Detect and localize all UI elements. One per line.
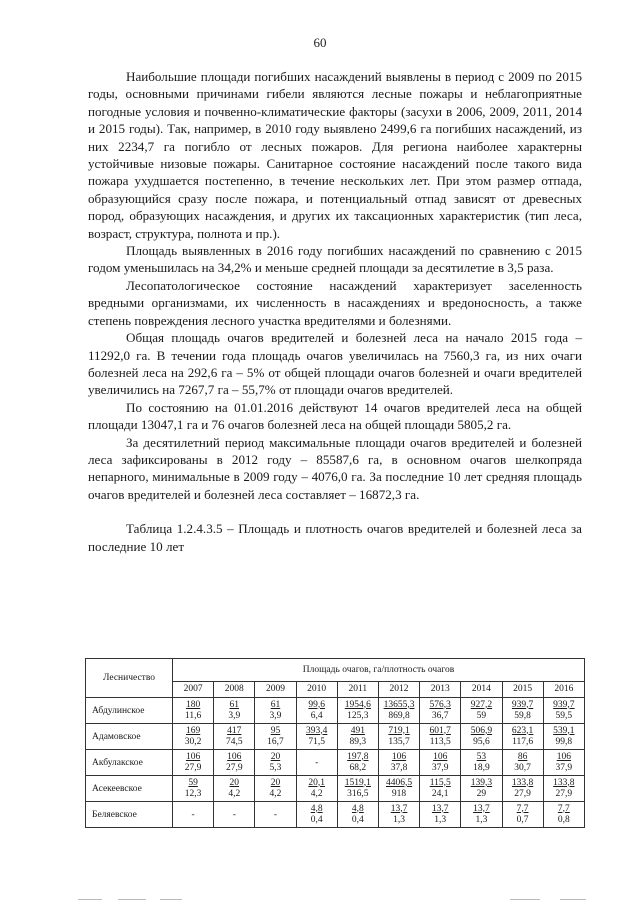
area-value: 20: [270, 777, 281, 788]
table-cell: [502, 750, 543, 776]
area-value: 95: [270, 725, 281, 736]
body-text: [88, 68, 582, 555]
area-value: 4,8: [310, 803, 323, 814]
scan-mark: [78, 899, 102, 900]
paragraph: Лесопатологическое состояние насаждений характеризует заселенность вредными организмами, их численность в насаждениях и вредоносность, а также степень повреждения лесного участка вредителями и болезнями.: [88, 277, 582, 328]
table-container: [85, 658, 585, 828]
area-value: 4,8: [351, 803, 364, 814]
year-header: 2009: [255, 681, 296, 697]
table-cell: [337, 724, 378, 750]
density-value: 18,9: [473, 762, 490, 773]
table-cell: [214, 750, 255, 776]
no-data-dash: -: [273, 809, 278, 820]
density-value: 37,9: [555, 762, 573, 773]
column-header-group: Площадь очагов, га/плотность очагов: [173, 659, 585, 682]
table-cell: [502, 776, 543, 802]
table-cell: [296, 802, 337, 828]
table-row: [86, 698, 585, 724]
table-cell: [378, 698, 419, 724]
area-value: 417: [227, 725, 242, 736]
area-value: 197,8: [347, 751, 369, 762]
table-cell: [214, 802, 255, 828]
area-value: 106: [433, 751, 448, 762]
density-value: 30,7: [514, 762, 531, 773]
table-cell: [337, 750, 378, 776]
table-cell: [461, 750, 502, 776]
area-value: 576,3: [429, 699, 451, 710]
density-value: 1,3: [475, 814, 488, 825]
table-cell: [296, 724, 337, 750]
year-header: 2011: [337, 681, 378, 697]
column-header-forestry: Лесничество: [86, 659, 173, 698]
table-cell: [502, 724, 543, 750]
table-caption: Таблица 1.2.4.3.5 – Площадь и плотность очагов вредителей и болезней леса за последние 10 лет: [88, 521, 582, 554]
area-value: 491: [350, 725, 365, 736]
density-value: 5,3: [269, 762, 282, 773]
forestry-name: Акбулакское: [86, 750, 173, 776]
area-value: 53: [476, 751, 487, 762]
table-cell: [337, 776, 378, 802]
area-value: 927,2: [470, 699, 493, 710]
table-cell: [543, 802, 584, 828]
density-value: 6,4: [310, 710, 323, 721]
area-value: 61: [270, 699, 281, 710]
area-value: 1954,6: [344, 699, 371, 710]
table-cell: [420, 698, 461, 724]
area-value: 59: [188, 777, 198, 788]
year-header: 2012: [378, 681, 419, 697]
table-cell: [543, 724, 584, 750]
density-value: 89,3: [349, 736, 367, 747]
table-cell: [173, 724, 214, 750]
table-cell: [378, 802, 419, 828]
table-cell: [255, 698, 296, 724]
area-value: 719,1: [388, 725, 410, 736]
no-data-dash: -: [232, 809, 236, 820]
density-value: 37,8: [390, 762, 408, 773]
table-cell: [502, 698, 543, 724]
density-value: 4,2: [269, 788, 282, 799]
year-header: 2016: [543, 681, 584, 697]
density-value: 16,7: [267, 736, 284, 747]
table-cell: [378, 776, 419, 802]
table-cell: [173, 750, 214, 776]
table-cell: [420, 724, 461, 750]
table-cell: [337, 698, 378, 724]
density-value: 4,2: [228, 788, 241, 799]
table-cell: [502, 802, 543, 828]
table-cell: [173, 776, 214, 802]
density-value: 59,8: [514, 710, 531, 721]
density-value: 135,7: [388, 736, 410, 747]
density-value: 3,9: [269, 710, 282, 721]
area-value: 20: [229, 777, 240, 788]
area-value: 180: [185, 699, 201, 710]
density-value: 27,9: [514, 788, 531, 799]
year-header: 2008: [214, 681, 255, 697]
density-value: 74,5: [225, 736, 243, 747]
density-value: 59: [476, 710, 487, 721]
table-cell: [173, 802, 214, 828]
area-value: 623,1: [511, 725, 534, 736]
area-value: 13,7: [431, 803, 449, 814]
table-body: [86, 698, 585, 828]
area-value: 7,7: [557, 803, 570, 814]
table-cell: [543, 698, 584, 724]
year-header: 2013: [420, 681, 461, 697]
area-value: 139,3: [470, 777, 493, 788]
area-value: 86: [517, 751, 528, 762]
area-value: 99,6: [308, 699, 325, 710]
density-value: 30,2: [184, 736, 202, 747]
table-cell: [420, 802, 461, 828]
density-value: 918: [391, 788, 407, 799]
table-row: [86, 724, 585, 750]
density-value: 4,2: [310, 788, 323, 799]
density-value: 0,4: [351, 814, 364, 825]
density-value: 59,5: [555, 710, 573, 721]
density-value: 3,9: [228, 710, 241, 721]
table-cell: [378, 724, 419, 750]
area-value: 133,8: [511, 777, 534, 788]
table-cell: [255, 776, 296, 802]
density-value: 71,5: [308, 736, 325, 747]
table-cell: [420, 750, 461, 776]
paragraph: По состоянию на 01.01.2016 действуют 14 очагов вредителей леса на общей площади 13047,1 га и 76 очагов болезней леса на общей площади 5805,2 га.: [88, 399, 582, 433]
table-cell: [461, 698, 502, 724]
density-value: 117,6: [512, 736, 534, 747]
forest-pest-table: [85, 658, 585, 828]
density-value: 125,3: [347, 710, 369, 721]
forestry-name: Адамовское: [86, 724, 173, 750]
density-value: 37,9: [431, 762, 449, 773]
density-value: 0,4: [310, 814, 323, 825]
area-value: 506,9: [470, 725, 493, 736]
table-cell: [461, 724, 502, 750]
density-value: 11,6: [184, 710, 202, 721]
density-value: 1,3: [393, 814, 405, 825]
table-cell: [214, 776, 255, 802]
table-cell: [214, 698, 255, 724]
table-cell: [255, 802, 296, 828]
density-value: 27,9: [555, 788, 573, 799]
density-value: 27,9: [225, 762, 243, 773]
paragraph: За десятилетний период максимальные площади очагов вредителей и болезней леса зафиксированы в 2012 году – 85587,6 га, в основном очагов шелкопряда непарного, минимальные в 2009 году – 4076,0 га. За последние 10 лет средняя площадь очагов вредителей и болезней леса составляет – 16872,3 га.: [88, 434, 582, 502]
area-value: 106: [556, 751, 571, 762]
density-value: 36,7: [431, 710, 449, 721]
area-value: 13,7: [390, 803, 408, 814]
density-value: 0,7: [516, 814, 529, 825]
table-cell: [420, 776, 461, 802]
scan-mark: [160, 899, 182, 900]
area-value: 115,5: [429, 777, 451, 788]
scan-mark: [118, 899, 146, 900]
table-row: [86, 776, 585, 802]
density-value: 29: [476, 788, 487, 799]
table-cell: [296, 750, 337, 776]
area-value: 133,8: [553, 777, 575, 788]
forestry-name: Беляевское: [86, 802, 173, 828]
area-value: 539,1: [553, 725, 575, 736]
year-header: 2007: [173, 681, 214, 697]
area-value: 1519,1: [344, 777, 371, 788]
area-value: 169: [185, 725, 201, 736]
table-cell: [543, 776, 584, 802]
density-value: 1,3: [434, 814, 447, 825]
density-value: 99,8: [555, 736, 573, 747]
density-value: 24,1: [431, 788, 449, 799]
density-value: 316,5: [347, 788, 369, 799]
no-data-dash: -: [315, 757, 319, 768]
area-value: 4406,5: [385, 777, 413, 788]
table-row: [86, 802, 585, 828]
scan-edge-marks: [0, 893, 640, 905]
density-value: 68,2: [349, 762, 367, 773]
area-value: 20,1: [308, 777, 325, 788]
area-value: 20: [270, 751, 281, 762]
density-value: 869,8: [388, 710, 410, 721]
paragraph: Наибольшие площади погибших насаждений выявлены в период с 2009 по 2015 годы, основными причинами гибели являются лесные пожары и неблагоприятные погодные условия и почвенно-климатические факторы (засухи в 2006, 2009, 2011, 2014 и 2015 годы). Так, например, в 2010 году выявлено 2499,6 га погибших насаждений, из них 2234,7 га погибло от лесных пожаров. Для региона наиболее характерны устойчивые низовые пожары. Санитарное состояние насаждений после такого вида пожара ухудшается постепенно, в течение нескольких лет. При этом размер отпада, образующийся сразу после пожара, и потенциальный отпад зависят от древесных пород, образующих насаждения, и других их таксационных характеристик (тип леса, возраст, структура, полнота и пр.).: [88, 69, 582, 241]
area-value: 106: [391, 751, 407, 762]
paragraph: Общая площадь очагов вредителей и болезней леса на начало 2015 года – 11292,0 га. В течении года площадь очагов увеличилась на 7560,3 га, из них очаги болезней леса на 292,6 га – 5% от общей площади очагов болезней и очаги вредителей увеличились на 7267,7 га – 55,7% от площади очагов вредителей.: [88, 330, 582, 398]
forestry-name: Асекеевское: [86, 776, 173, 802]
area-value: 7,7: [516, 803, 529, 814]
area-value: 601,7: [429, 725, 451, 736]
area-value: 393,4: [305, 725, 328, 736]
area-value: 939,7: [553, 699, 575, 710]
forestry-name: Абдулинское: [86, 698, 173, 724]
area-value: 106: [227, 751, 242, 762]
table-cell: [255, 750, 296, 776]
table-row: [86, 750, 585, 776]
table-cell: [296, 698, 337, 724]
density-value: 27,9: [184, 762, 202, 773]
area-value: 61: [229, 699, 240, 710]
scan-mark: [510, 899, 540, 900]
density-value: 113,5: [429, 736, 451, 747]
area-value: 13,7: [473, 803, 490, 814]
table-cell: [461, 776, 502, 802]
table-cell: [296, 776, 337, 802]
table-cell: [214, 724, 255, 750]
paragraph: Площадь выявленных в 2016 году погибших насаждений по сравнению с 2015 годом уменьшилась на 34,2% и меньше средней площади за десятилетие в 3,5 раза.: [88, 243, 582, 276]
table-cell: [378, 750, 419, 776]
table-cell: [337, 802, 378, 828]
table-cell: [543, 750, 584, 776]
table-cell: [255, 724, 296, 750]
table-cell: [173, 698, 214, 724]
page-number: 60: [313, 35, 327, 50]
density-value: 12,3: [184, 788, 202, 799]
area-value: 939,7: [511, 699, 534, 710]
density-value: 0,8: [557, 814, 570, 825]
table-cell: [461, 802, 502, 828]
year-header: 2014: [461, 681, 502, 697]
year-header: 2015: [502, 681, 543, 697]
no-data-dash: -: [191, 809, 195, 820]
area-value: 13655,3: [383, 699, 415, 710]
density-value: 95,6: [473, 736, 490, 747]
year-header: 2010: [296, 681, 337, 697]
area-value: 106: [185, 751, 201, 762]
scan-mark: [560, 899, 586, 900]
